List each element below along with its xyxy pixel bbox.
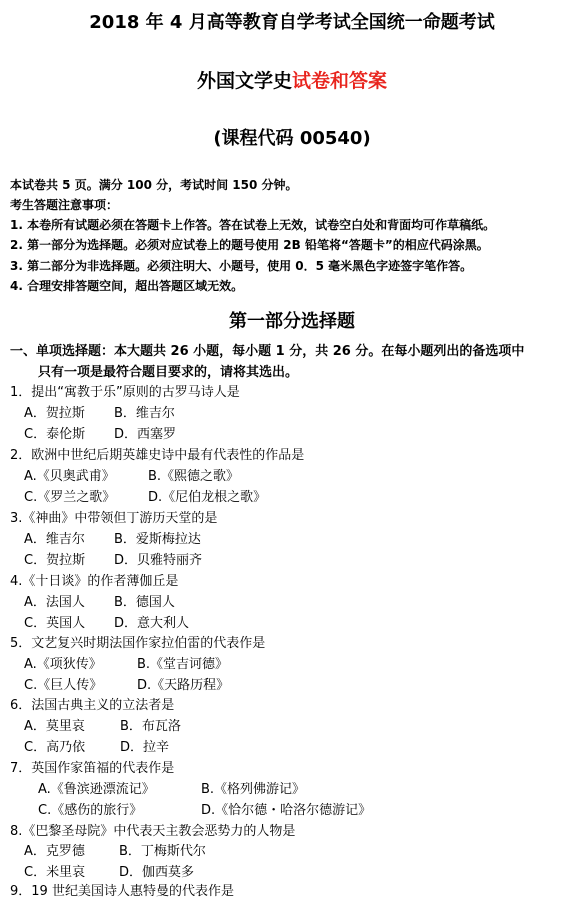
option-d: D．伽西莫多 (119, 865, 195, 880)
exam-subject-title (0, 66, 584, 93)
course-code: (课程代码 00540) (213, 128, 371, 149)
option-a: A．莫里哀 (24, 719, 85, 734)
question-stem: 1．提出“寓教于乐”原则的古罗马诗人是 (10, 385, 240, 400)
part-title: 第一部分选择题 (229, 311, 355, 332)
option-c: C．米里哀 (24, 865, 86, 880)
option-b: B．维吉尔 (114, 406, 175, 421)
notice-line: 4. 合理安排答题空间，超出答题区域无效。 (10, 279, 244, 293)
option-c: C．泰伦斯 (24, 427, 86, 442)
option-d: D．西塞罗 (114, 427, 177, 442)
option-a: A．贺拉斯 (24, 406, 85, 421)
question-stem: 7．英国作家笛福的代表作是 (10, 761, 175, 776)
option-c: C.《感伤的旅行》 (38, 803, 143, 818)
option-c: C．贺拉斯 (24, 553, 86, 568)
option-b: B.《堂吉诃德》 (137, 657, 229, 672)
option-a: A.《贝奥武甫》 (24, 469, 115, 484)
option-c: C.《罗兰之歌》 (24, 490, 116, 505)
option-b: B．德国人 (114, 595, 175, 610)
option-d: D．贝雅特丽齐 (114, 553, 203, 568)
question-stem: 8.《巴黎圣母院》中代表天主教会恶势力的人物是 (10, 824, 296, 839)
option-a: A．法国人 (24, 595, 85, 610)
option-b: B．爱斯梅拉达 (114, 532, 201, 547)
question-stem: 2．欧洲中世纪后期英雄史诗中最有代表性的作品是 (10, 448, 305, 463)
option-d: D．意大利人 (114, 616, 190, 631)
option-c: C．英国人 (24, 616, 86, 631)
option-a: A.《鲁滨逊漂流记》 (38, 782, 155, 797)
exam-header-line: 2018 年 4 月高等教育自学考试全国统一命题考试 (89, 12, 495, 33)
question-stem: 9．19 世纪美国诗人惠特曼的代表作是 (10, 884, 234, 899)
notice-line: 3. 第二部分为非选择题。必须注明大、小题号，使用 0．5 毫米黑色字迹签字笔作答。 (10, 259, 473, 273)
option-c: C．高乃依 (24, 740, 86, 755)
question-stem: 4.《十日谈》的作者薄伽丘是 (10, 574, 179, 589)
option-d: D.《天路历程》 (137, 678, 230, 693)
option-a: A.《项狄传》 (24, 657, 102, 672)
notice-line: 考生答题注意事项： (10, 198, 119, 212)
question-stem: 3.《神曲》中带领但丁游历天堂的是 (10, 511, 218, 526)
notice-line: 1. 本卷所有试题必须在答题卡上作答。答在试卷上无效，试卷空白处和背面均可作草稿纸。 (10, 218, 496, 232)
section-heading-cont: 只有一项是最符合题目要求的，请将其选出。 (38, 365, 299, 380)
option-d: D．拉辛 (120, 740, 170, 755)
question-stem: 6．法国古典主义的立法者是 (10, 698, 175, 713)
option-d: D.《恰尔德・哈洛尔德游记》 (201, 803, 372, 818)
option-b: B．丁梅斯代尔 (119, 844, 206, 859)
option-a: A．维吉尔 (24, 532, 85, 547)
section-heading: 一、单项选择题：本大题共 26 小题，每小题 1 分，共 26 分。在每小题列出的备选项中 (10, 344, 525, 359)
notice-line: 本试卷共 5 页。满分 100 分，考试时间 150 分钟。 (10, 178, 298, 192)
subject-name: 外国文学史 (196, 70, 292, 92)
option-c: C.《巨人传》 (24, 678, 103, 693)
question-stem: 5．文艺复兴时期法国作家拉伯雷的代表作是 (10, 636, 266, 651)
option-d: D.《尼伯龙根之歌》 (148, 490, 267, 505)
option-b: B.《熙德之歌》 (148, 469, 240, 484)
notice-line: 2. 第一部分为选择题。必须对应试卷上的题号使用 2B 铅笔将“答题卡”的相应代码涂黑。 (10, 238, 489, 252)
subject-suffix: 试卷和答案 (292, 70, 388, 92)
option-a: A．克罗德 (24, 844, 85, 859)
option-b: B.《格列佛游记》 (201, 782, 306, 797)
option-b: B．布瓦洛 (120, 719, 181, 734)
